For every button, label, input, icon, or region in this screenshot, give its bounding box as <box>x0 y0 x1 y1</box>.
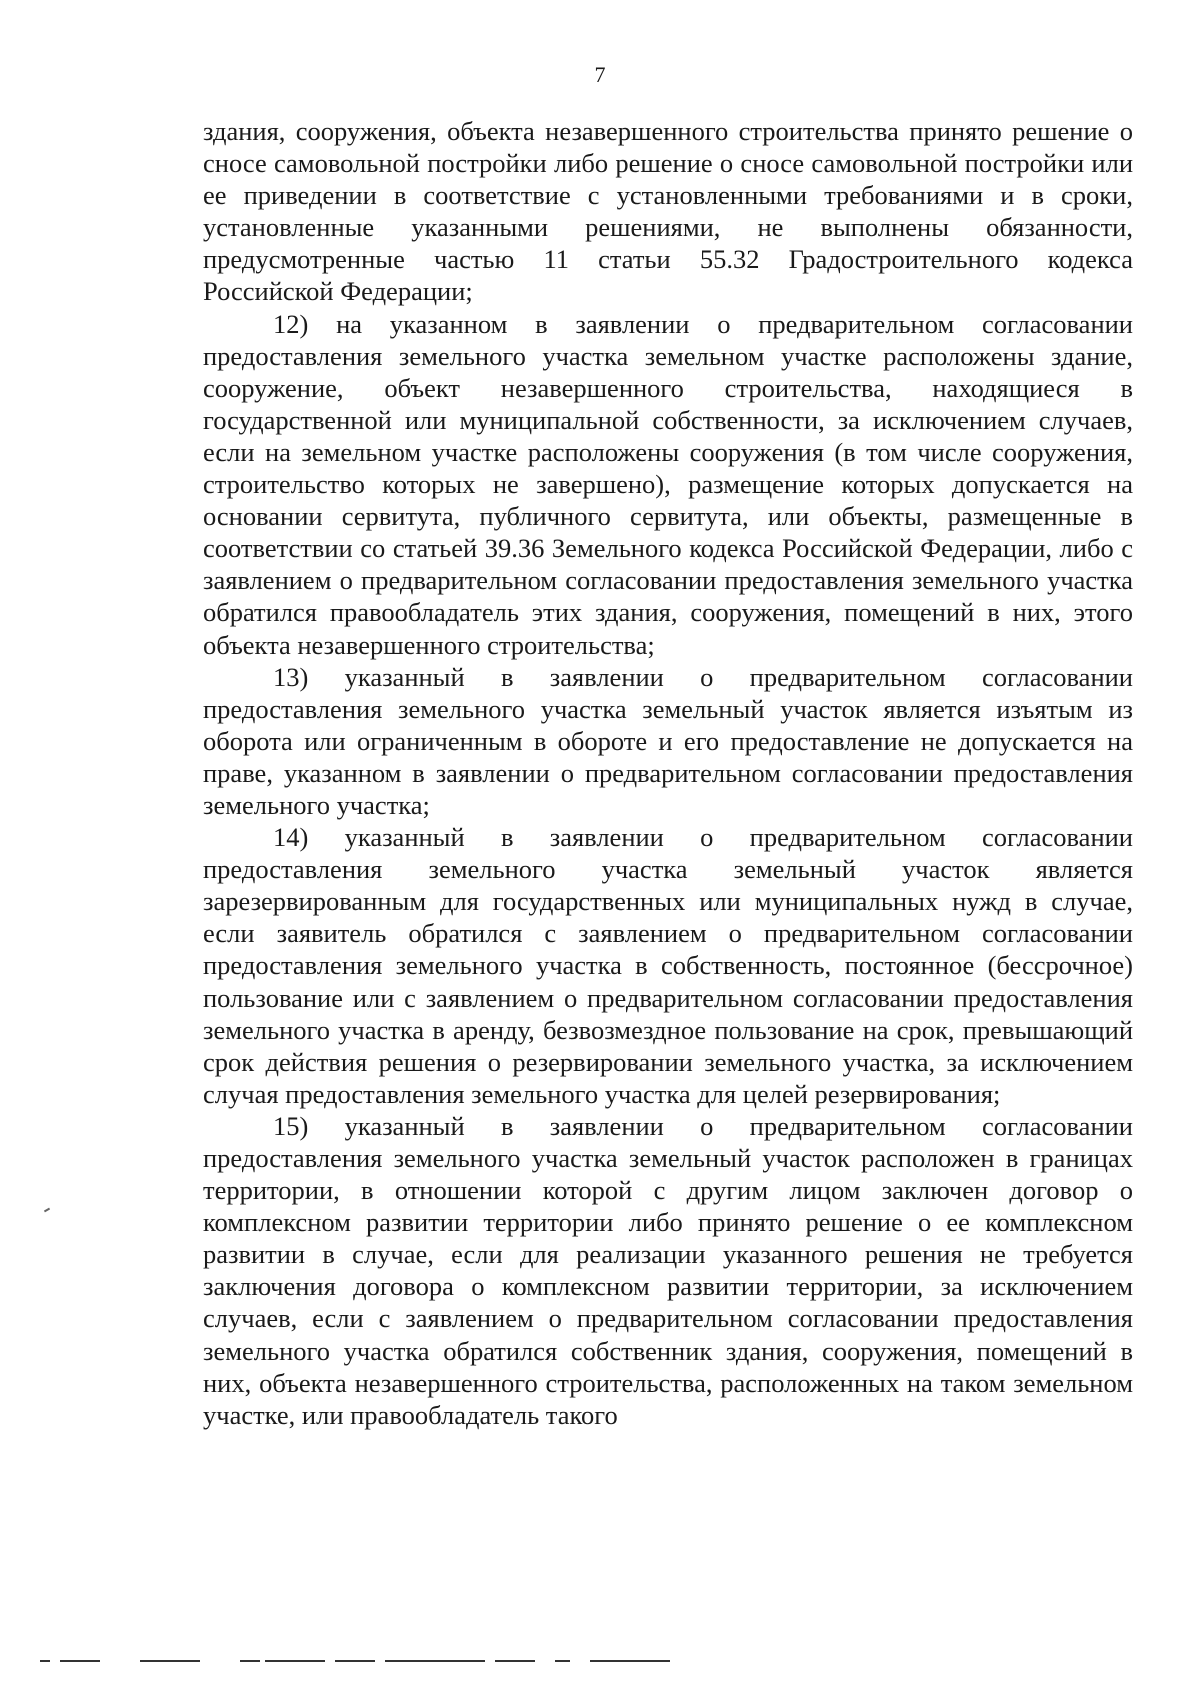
paragraph-item-14: 14) указанный в заявлении о предварительном согласовании предоставления земельного участка земельный участок является зарезервированным для государственных или муниципальных нужд в случае, если заявитель обратился с заявлением о предварительном согласовании предоставления земельного участка в собственность, постоянное (бессрочное) пользование или с заявлением о предварительном согласовании предоставления земельного участка в аренду, безвозмездное пользование на срок, превышающий срок действия решения о резервировании земельного участка, за исключением случая предоставления земельного участка для целей резервирования; <box>203 822 1133 1109</box>
paragraph-item-12: 12) на указанном в заявлении о предварительном согласовании предоставления земельного участка земельном участке расположены здание, сооружение, объект незавершенного строительства, находящиеся в государственной или муниципальной собственности, за исключением случаев, если на земельном участке расположены сооружения (в том числе сооружения, строительство которых не завершено), размещение которых допускается на основании сервитута, публичного сервитута, или объекты, размещенные в соответствии со статьей 39.36 Земельного кодекса Российской Федерации, либо с заявлением о предварительном согласовании предоставления земельного участка обратился правообладатель этих здания, сооружения, помещений в них, этого объекта незавершенного строительства; <box>203 308 1133 660</box>
paragraph-item-15: 15) указанный в заявлении о предварительном согласовании предоставления земельного участка земельный участок расположен в границах территории, в отношении которой с другим лицом заключен договор о комплексном развитии территории либо принято решение о ее комплексном развитии в случае, если для реализации указанного решения не требуется заключения договора о комплексном развитии территории, за исключением случаев, если с заявлением о предварительном согласовании предоставления земельного участка обратился собственник здания, сооружения, помещений в них, объекта незавершенного строительства, расположенных на таком земельном участке, или правообладатель такого <box>203 1110 1133 1430</box>
scan-bottom-edge-artifacts <box>0 1650 1200 1670</box>
page-number: 7 <box>594 62 606 87</box>
paragraph-continuation: здания, сооружения, объекта незавершенного строительства принято решение о сносе самовольной постройки либо решение о сносе самовольной постройки или ее приведении в соответствие с установленными требованиями и в сроки, установленные указанными решениями, не выполнены обязанности, предусмотренные частью 11 статьи 55.32 Градостроительного кодекса Российской Федерации; <box>203 116 1133 307</box>
scan-artifact-mark <box>44 1208 50 1213</box>
document-body <box>203 115 1133 1431</box>
paragraph-item-13: 13) указанный в заявлении о предварительном согласовании предоставления земельного участка земельный участок является изъятым из оборота или ограниченным в обороте и его предоставление не допускается на праве, указанном в заявлении о предварительном согласовании предоставления земельного участка; <box>203 661 1133 820</box>
